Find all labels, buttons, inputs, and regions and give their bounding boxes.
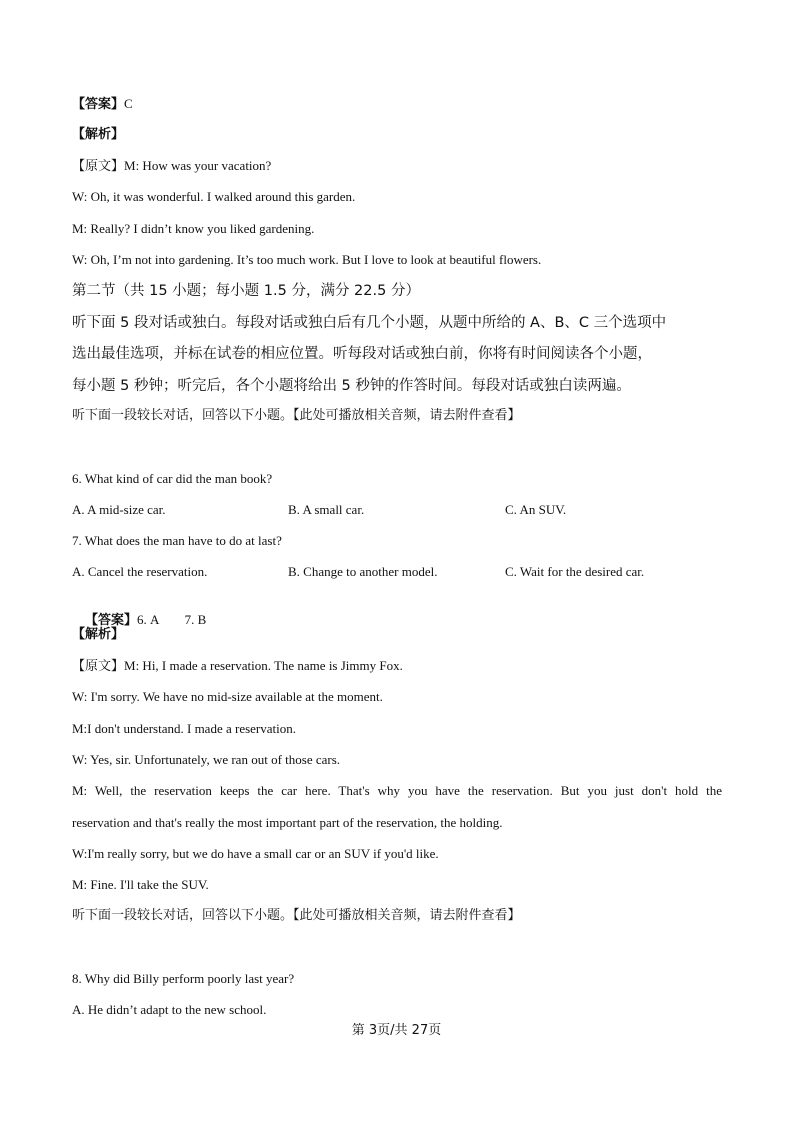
q7-option-a: A. Cancel the reservation. — [72, 564, 208, 579]
answer-value: 6. A 7. B — [137, 612, 207, 627]
transcript-text: M: Hi, I made a reservation. The name is Jimmy Fox. — [124, 658, 403, 673]
audio-note: 听下面一段较长对话，回答以下小题。【此处可播放相关音频，请去附件查看】 — [72, 408, 521, 423]
transcript-line: M: Fine. I'll take the SUV. — [72, 877, 209, 892]
transcript-line: W: Oh, it was wonderful. I walked around this garden. — [72, 189, 356, 204]
transcript-line: W: Oh, I’m not into gardening. It’s too much work. But I love to look at beautiful flowers. — [72, 252, 542, 267]
q6-option-c: C. An SUV. — [505, 502, 567, 517]
question-8: 8. Why did Billy perform poorly last year? — [72, 971, 295, 986]
transcript-line: W: I'm sorry. We have no mid-size available at the moment. — [72, 689, 383, 704]
transcript-text: M: How was your vacation? — [124, 158, 272, 173]
transcript-line — [72, 658, 403, 675]
q5-answer-line — [72, 96, 133, 113]
instruction-line: 选出最佳选项，并标在试卷的相应位置。听每段对话或独白前，你将有时间阅读各个小题， — [72, 346, 652, 362]
transcript-line: M: Really? I didn’t know you liked gardening. — [72, 221, 315, 236]
transcript-line: M: Well, the reservation keeps the car here. That's why you have the reservation. But you just don't hold the — [72, 783, 722, 798]
transcript-line: W: Yes, sir. Unfortunately, we ran out of those cars. — [72, 752, 341, 767]
answer-tag: 【答案】 — [85, 613, 138, 628]
q7-option-c: C. Wait for the desired car. — [505, 564, 645, 579]
page-number: 第 3页/共 27页 — [351, 1023, 442, 1038]
instruction-line: 每小题 5 秒钟；听完后，各个小题将给出 5 秒钟的作答时间。每段对话或独白读两遍。 — [72, 378, 631, 394]
q6-option-b: B. A small car. — [288, 502, 365, 517]
transcript-line: M:I don't understand. I made a reservation. — [72, 721, 296, 736]
instruction-line: 听下面 5 段对话或独白。每段对话或独白后有几个小题，从题中所给的 A、B、C 三个选项中 — [72, 315, 667, 331]
analysis-tag: 【解析】 — [72, 127, 125, 142]
transcript-line: W:I'm really sorry, but we do have a small car or an SUV if you'd like. — [72, 846, 439, 861]
transcript-line: reservation and that's really the most important part of the reservation, the holding. — [72, 815, 503, 830]
answer-tag: 【答案】 — [72, 97, 125, 112]
original-tag: 【原文】 — [72, 659, 125, 674]
answer-value: C — [124, 96, 133, 111]
q8-option-a: A. He didn’t adapt to the new school. — [72, 1002, 267, 1017]
analysis-tag: 【解析】 — [72, 627, 125, 642]
transcript-line — [72, 158, 271, 175]
original-tag: 【原文】 — [72, 159, 125, 174]
question-6: 6. What kind of car did the man book? — [72, 471, 273, 486]
question-7: 7. What does the man have to do at last? — [72, 533, 282, 548]
section-heading: 第二节（共 15 小题；每小题 1.5 分，满分 22.5 分） — [72, 283, 420, 299]
q6-option-a: A. A mid-size car. — [72, 502, 166, 517]
audio-note: 听下面一段较长对话，回答以下小题。【此处可播放相关音频，请去附件查看】 — [72, 908, 521, 923]
q7-option-b: B. Change to another model. — [288, 564, 438, 579]
